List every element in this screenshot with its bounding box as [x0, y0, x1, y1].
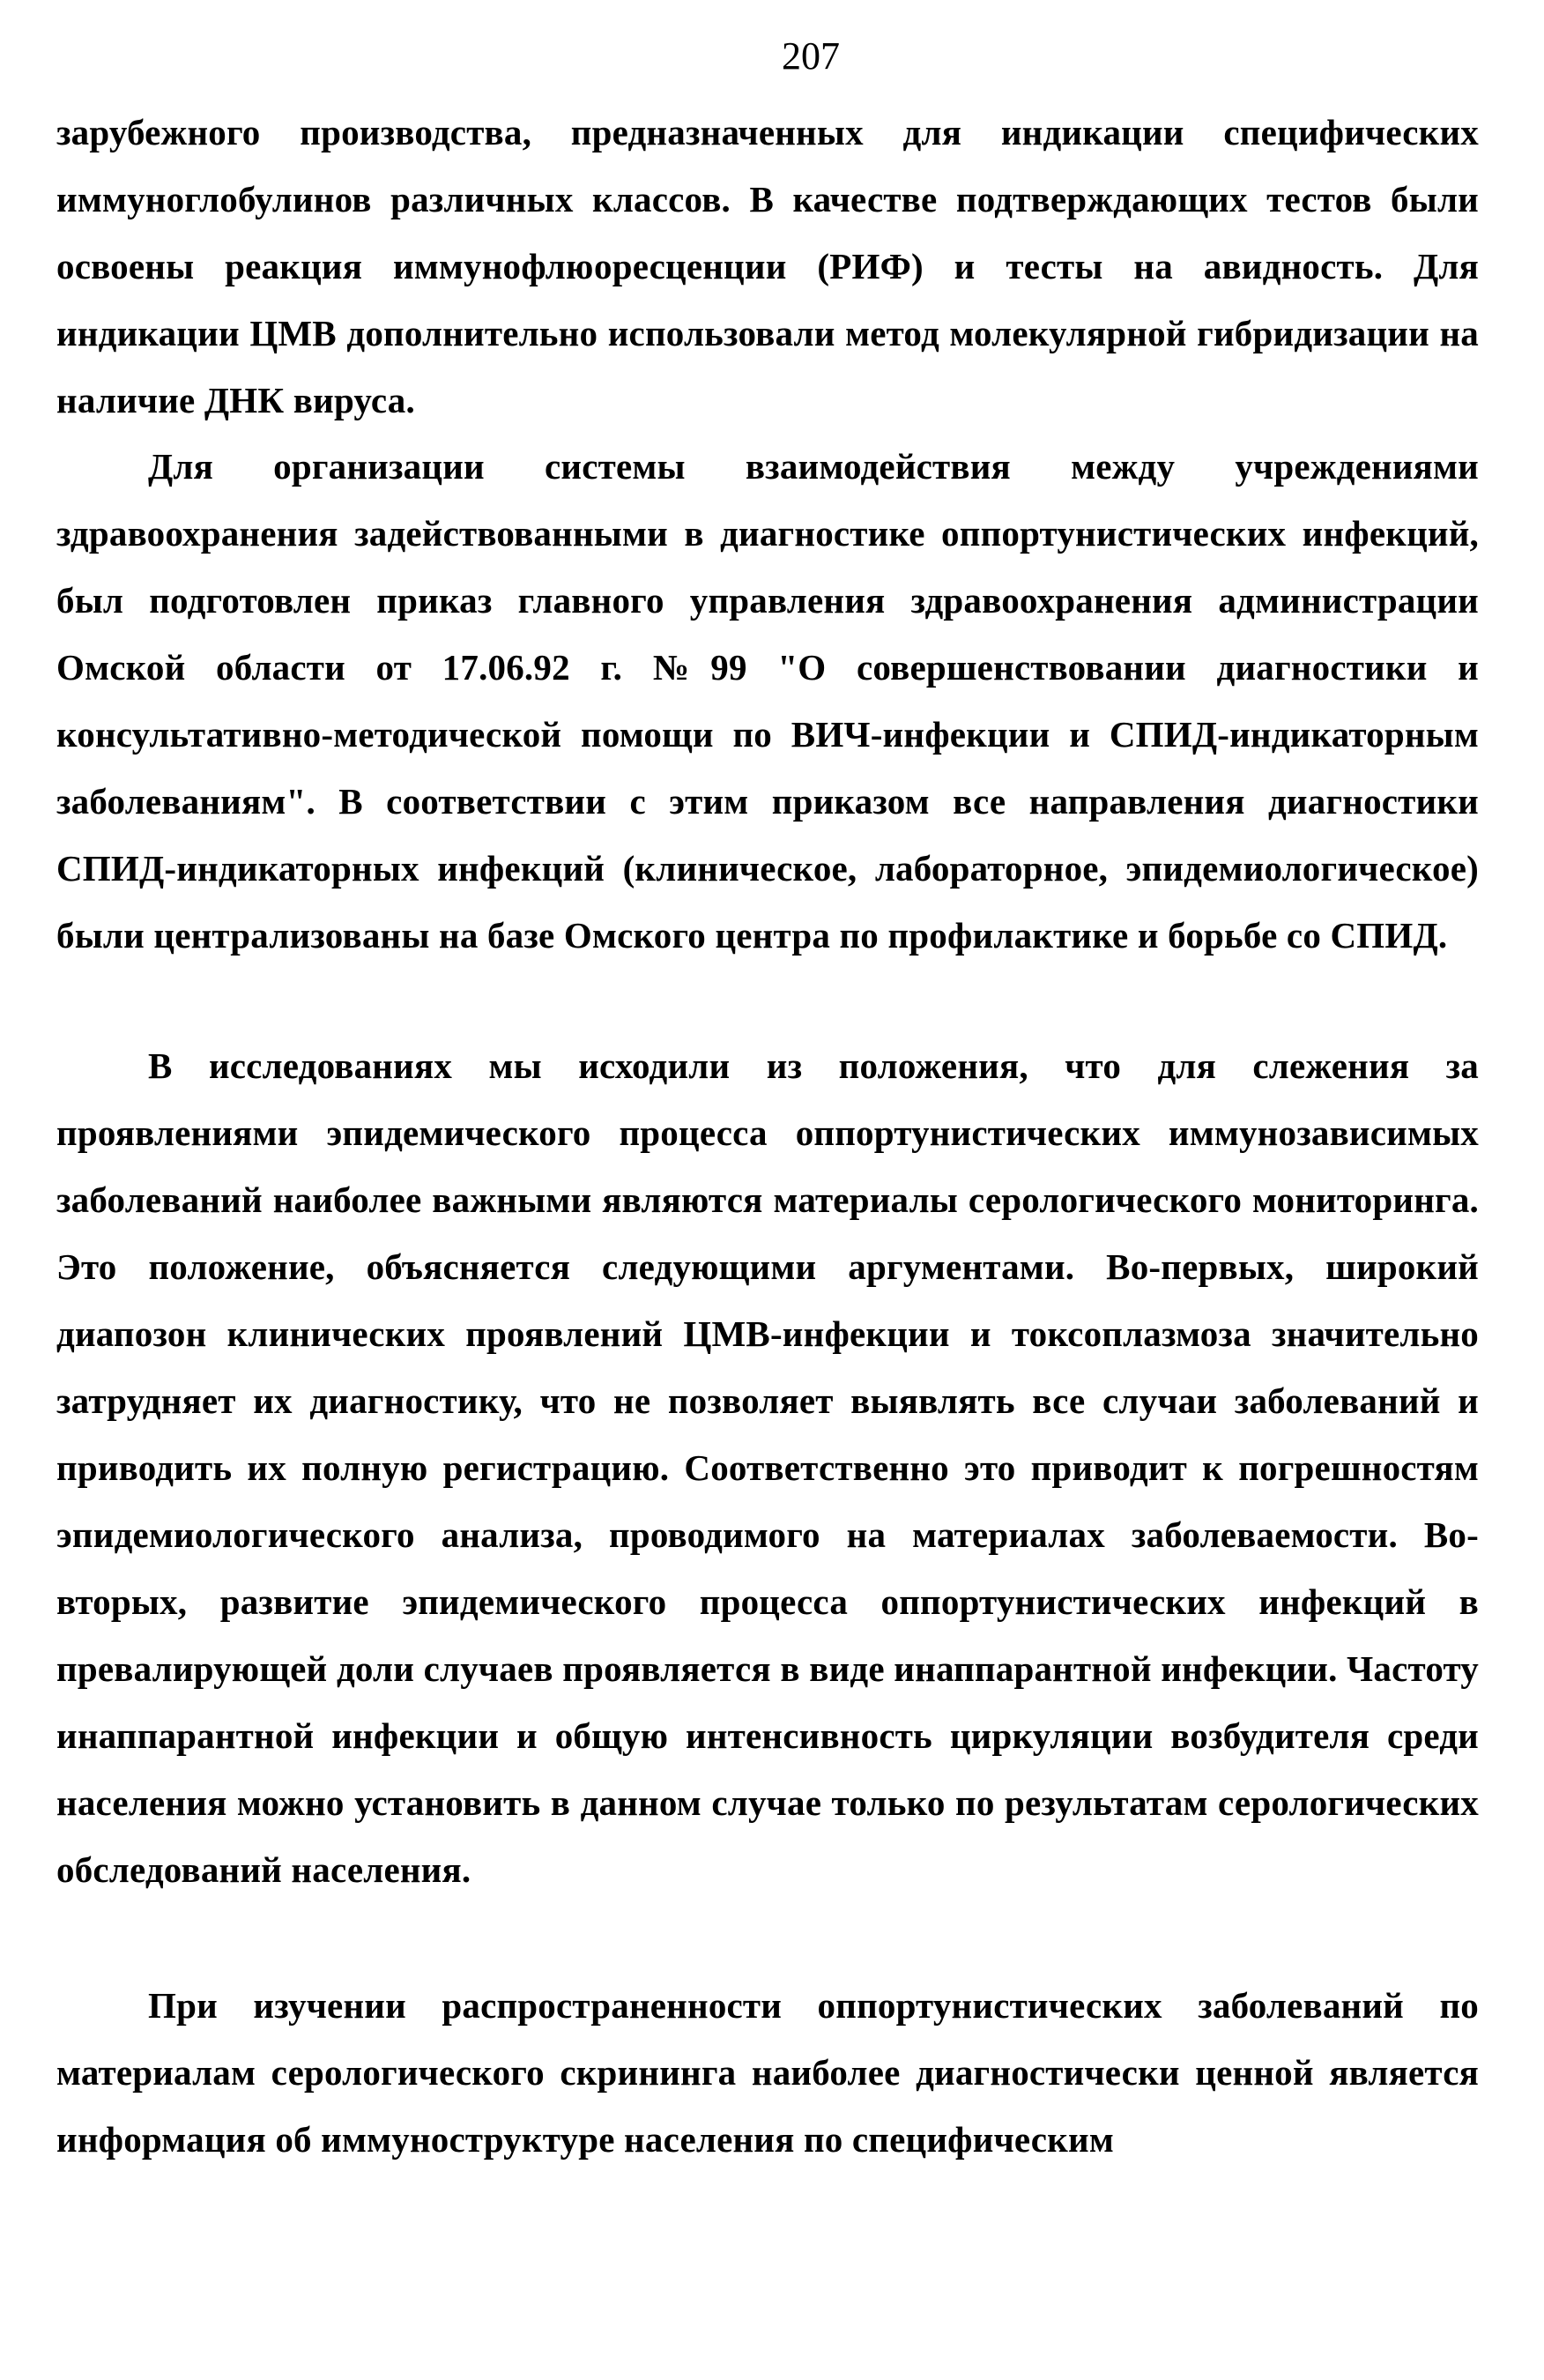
paragraph	[56, 433, 1479, 969]
paragraph-text: При изучении распространенности оппортунистических заболеваний по материалам серологического скрининга наиболее диагностически ценной является информация об иммуноструктуре населения по специфическим	[56, 1985, 1479, 2160]
paragraph	[56, 1972, 1479, 2173]
paragraph-text: Для организации системы взаимодействия между учреждениями здравоохранения задействованными в диагностике оппортунистических инфекций, был подготовлен приказ главного управления здравоохранения администрации Омской области от 17.06.92 г. №99 "О совершенствовании диагностики и консультативно-методической помощи по ВИЧ-инфекции и СПИД-индикаторным заболеваниям". В соответствии с этим приказом все направления диагностики СПИД-индикаторных инфекций (клиническое, лабораторное, эпидемиологическое) были централизованы на базе Омского центра по профилактике и борьбе со СПИД.	[56, 446, 1479, 956]
page-number: 207	[782, 34, 840, 78]
paragraph-continued	[56, 99, 1479, 434]
paragraph-text: зарубежного производства, предназначенных для индикации специфических иммуноглобулинов различных классов. В качестве подтверждающих тестов были освоены реакция иммунофлюоресценции (РИФ) и тесты на авидность. Для индикации ЦМВ дополнительно использовали метод молекулярной гибридизации на наличие ДНК вируса.	[56, 112, 1479, 420]
paragraph	[56, 1032, 1479, 1903]
paragraph-text: В исследованиях мы исходили из положения, что для слежения за проявлениями эпидемического процесса оппортунистических иммунозависимых заболеваний наиболее важными являются материалы серологического мониторинга. Это положение, объясняется следующими аргументами. Во-первых, широкий диапозон клинических проявлений ЦМВ-инфекции и токсоплазмоза значительно затрудняет их диагностику, что не позволяет выявлять все случаи заболеваний и приводить их полную регистрацию. Соответственно это приводит к погрешностям эпидемиологического анализа, проводимого на материалах заболеваемости. Во-вторых, развитие эпидемического процесса оппортунистических инфекций в превалирующей доли случаев проявляется в виде инаппарантной инфекции. Частоту инаппарантной инфекции и общую интенсивность циркуляции возбудителя среди населения можно установить в данном случае только по результатам серологических обследований населения.	[56, 1045, 1479, 1890]
